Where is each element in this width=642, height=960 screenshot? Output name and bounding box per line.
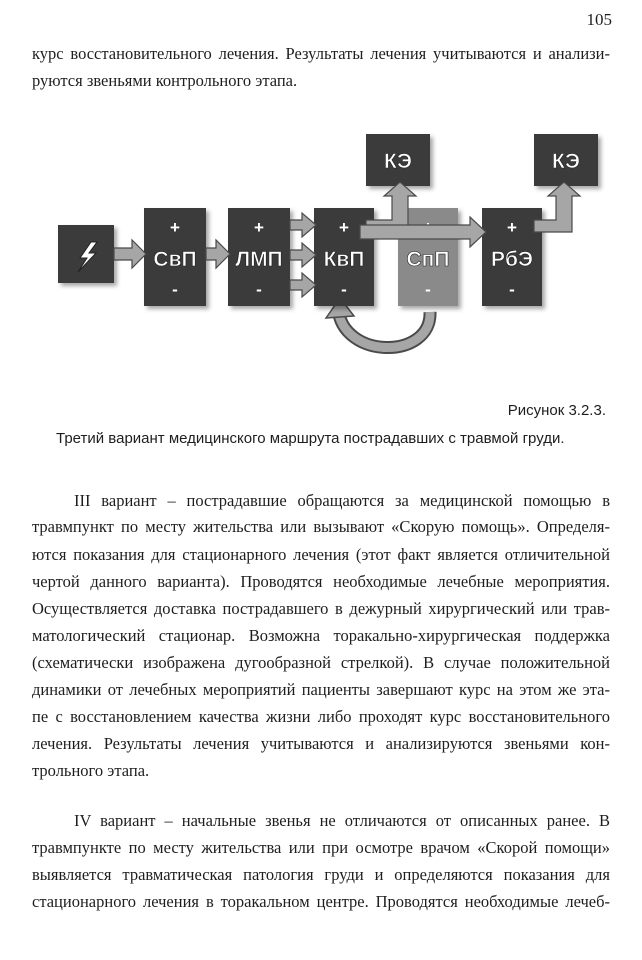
text-line: курс восстановительного лечения. Результаты лечения учитываются и анализи- xyxy=(32,44,610,63)
box-kvp xyxy=(314,208,374,306)
arrow-svp-to-lmp xyxy=(206,240,230,268)
text-line: IV вариант – начальные звенья не отличаются от описанных ранее. В xyxy=(74,811,610,830)
box-ke-2 xyxy=(534,134,598,186)
text-line: ются показания для стационарного лечения (этот факт является отличительной xyxy=(32,545,610,564)
figure-caption: Третий вариант медицинского маршрута пострадавших с травмой груди. xyxy=(56,430,565,447)
node-label-svp: СвП xyxy=(153,248,197,271)
node-label-ke: КЭ xyxy=(551,150,581,173)
text-line: чертой данного варианта). Проводятся необходимые лечебные мероприятия. xyxy=(32,572,610,591)
node-label-spp: СпП xyxy=(406,248,450,271)
text-line: лечения. Результаты лечения учитываются и анализируются звеньями кон- xyxy=(32,734,610,753)
minus-sign: - xyxy=(256,280,262,299)
minus-sign: - xyxy=(172,280,178,299)
node-label-rbe: РбЭ xyxy=(491,248,533,271)
node-label-kvp: КвП xyxy=(323,248,365,271)
text-line: (схематически изображена дугообразной стрелкой). В случае положительной xyxy=(32,653,610,672)
box-lmp xyxy=(228,208,290,306)
box-ke-1 xyxy=(366,134,430,186)
text-line: стационарного лечения в торакальном центре. Проводятся необходимые лечеб- xyxy=(32,892,610,911)
plus-sign: + xyxy=(170,218,180,237)
node-label-ke: КЭ xyxy=(383,150,413,173)
box-rbe xyxy=(482,208,542,306)
arrow-rbe-to-ke xyxy=(534,182,580,232)
page-number: 105 xyxy=(586,10,612,29)
route-diagram xyxy=(0,120,642,370)
minus-sign: - xyxy=(341,280,347,299)
arrow-lmp-to-kvp-mid xyxy=(290,243,316,267)
text-line: травмпункт по месту жительства или вызывают «Скорую помощь». Определя- xyxy=(32,517,610,536)
box-svp xyxy=(144,208,206,306)
arrow-start-to-svp xyxy=(114,240,146,268)
arrow-lmp-to-kvp-top xyxy=(290,213,316,237)
text-line: динамики от лечебных мероприятий пациенты завершают курс на этом же эта- xyxy=(32,680,610,699)
text-line: трольного этапа. xyxy=(32,761,150,780)
figure-label: Рисунок 3.2.3. xyxy=(507,402,606,419)
node-label-lmp: ЛМП xyxy=(235,248,283,271)
text-line: выявляется травматическая патология груди и определяются показания для xyxy=(32,865,610,884)
plus-sign: + xyxy=(254,218,264,237)
plus-sign: + xyxy=(507,218,517,237)
text-line: руются звеньями контрольного этапа. xyxy=(32,71,298,90)
minus-sign: - xyxy=(509,280,515,299)
text-line: Осуществляется доставка пострадавшего в дежурный хирургический или трав- xyxy=(32,599,610,618)
minus-sign: - xyxy=(425,280,431,299)
text-line: матологический стационар. Возможна торакально-хирургическая поддержка xyxy=(32,626,610,645)
text-line: III вариант – пострадавшие обращаются за медицинской помощью в xyxy=(74,491,610,510)
plus-sign: + xyxy=(339,218,349,237)
box-start xyxy=(58,225,114,283)
arrow-lmp-to-kvp-bottom xyxy=(290,273,316,297)
text-line: пе с восстановлением качества жизни либо проходят курс восстановительного xyxy=(32,707,610,726)
text-line: травмпункте по месту жительства или при осмотре врачом «Скорой помощи» xyxy=(32,838,610,857)
